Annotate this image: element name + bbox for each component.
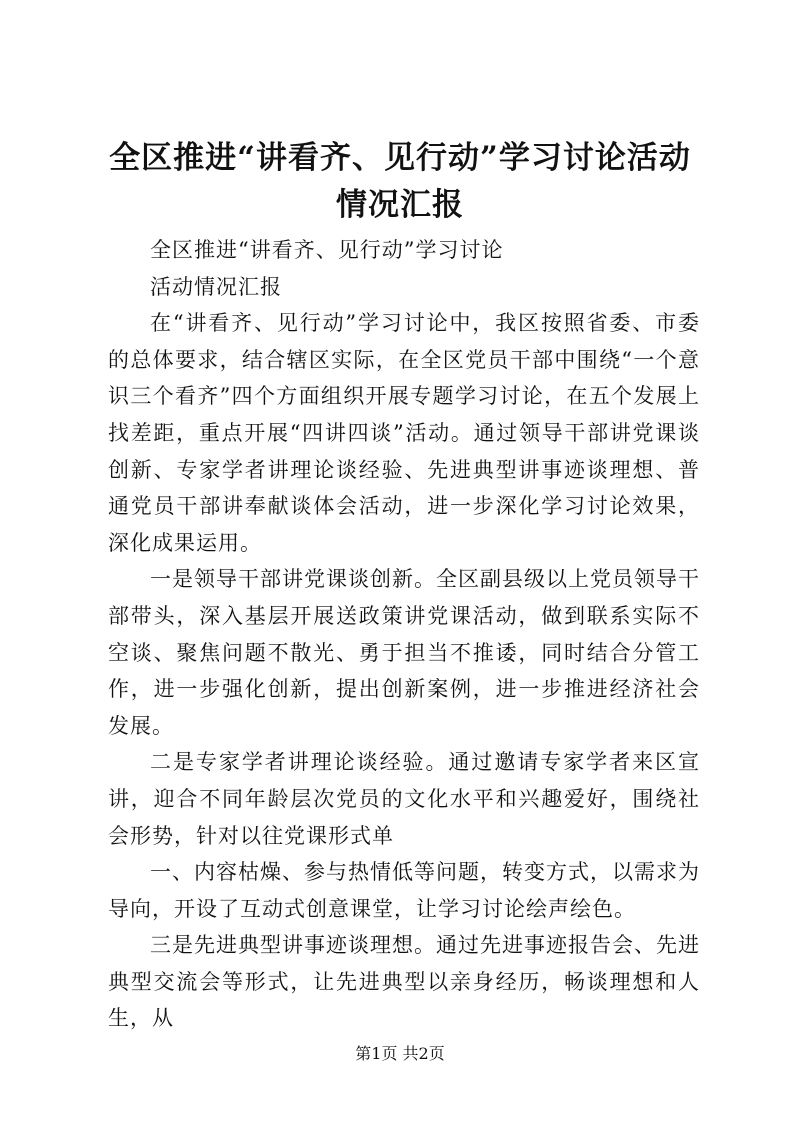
paragraph-point-two-continued: 一、内容枯燥、参与热情低等问题，转变方式，以需求为导向，开设了互动式创意课堂，让学习讨论绘声绘色。 <box>108 860 700 921</box>
paragraph-subtitle-line-1: 全区推进“讲看齐、见行动”学习讨论 <box>150 238 504 262</box>
paragraph-subtitle-line-2: 活动情况汇报 <box>150 274 282 299</box>
paragraph-point-two: 二是专家学者讲理论谈经验。通过邀请专家学者来区宣讲，迎合不同年龄层次党员的文化水平和兴趣爱好，围绕社会形势，针对以往党课形式单 <box>108 750 700 848</box>
paragraph-point-three: 三是先进典型讲事迹谈理想。通过先进事迹报告会、先进典型交流会等形式，让先进典型以亲身经历，畅谈理想和人生，从 <box>108 933 700 1031</box>
paragraph-point-one: 一是领导干部讲党课谈创新。全区副县级以上党员领导干部带头，深入基层开展送政策讲党课活动，做到联系实际不空谈、聚焦问题不散光、勇于担当不推诿，同时结合分管工作，进一步强化创新，提出创新案例，进一步推进经济社会发展。 <box>108 567 700 738</box>
page-number-footer: 第1页 共2页 <box>355 1044 445 1063</box>
document-body <box>108 232 700 1037</box>
paragraph-intro: 在“讲看齐、见行动”学习讨论中，我区按照省委、市委的总体要求，结合辖区实际，在全区党员干部中围绕“一个意识三个看齐”四个方面组织开展专题学习讨论，在五个发展上找差距，重点开展“四讲四谈”活动。通过领导干部讲党课谈创新、专家学者讲理论谈经验、先进典型讲事迹谈理想、普通党员干部讲奉献谈体会活动，进一步深化学习讨论效果，深化成果运用。 <box>108 311 700 555</box>
document-title: 全区推进“讲看齐、见行动”学习讨论活动情况汇报 <box>109 140 691 223</box>
